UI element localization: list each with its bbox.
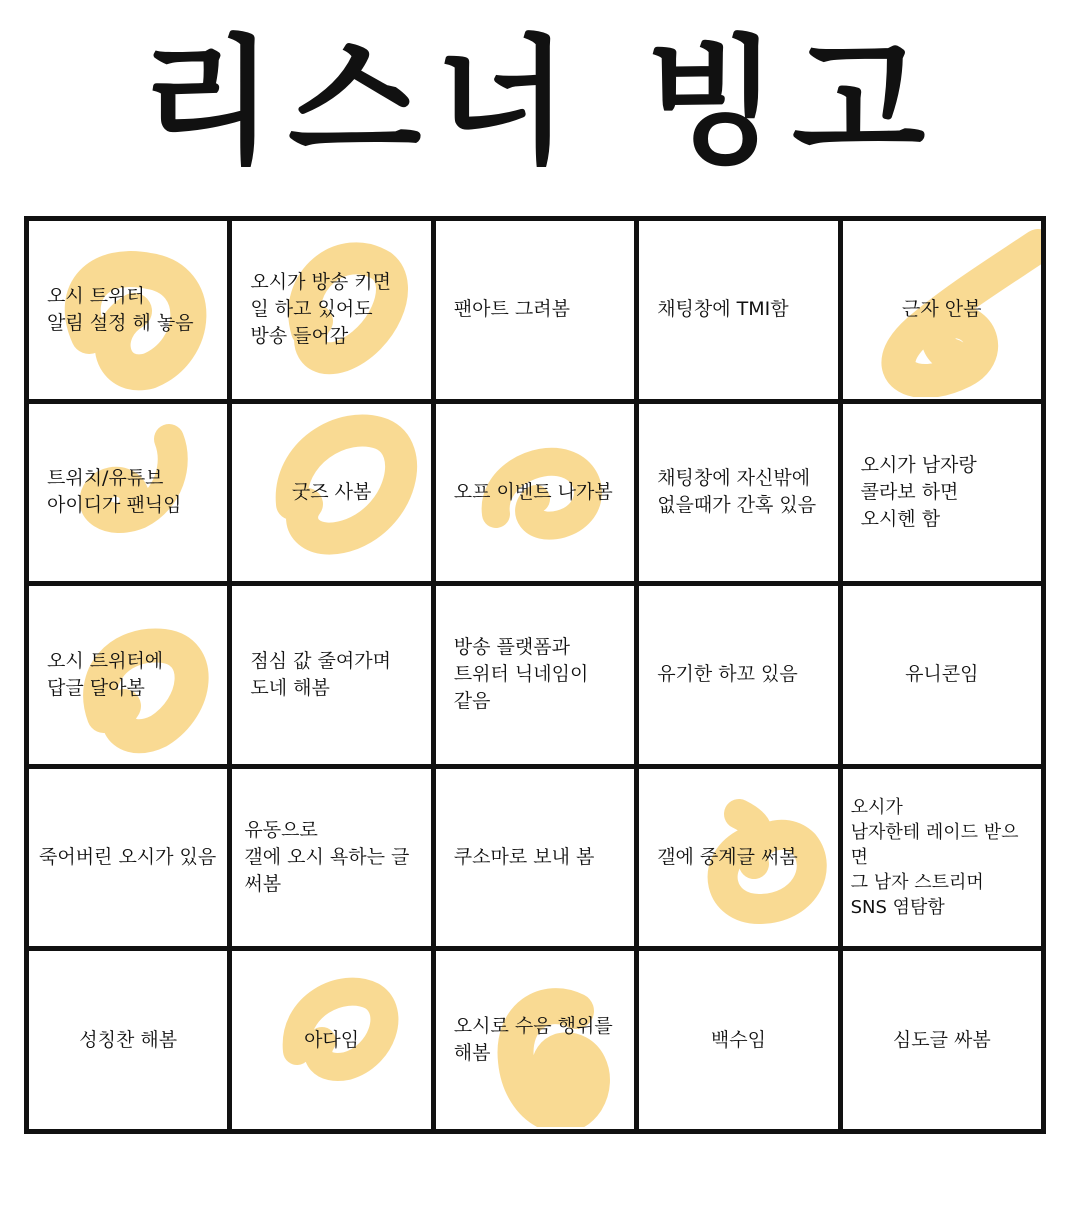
cell-label: 점심 값 줄여가며 도네 해봄 [250, 649, 391, 699]
bingo-cell[interactable] [436, 586, 634, 764]
cell-label: 방송 플랫폼과 트위터 닉네임이 같음 [453, 636, 589, 713]
bingo-cell[interactable] [232, 221, 430, 399]
bingo-cell[interactable] [639, 221, 837, 399]
bingo-board [24, 216, 1046, 1134]
cell-label: 채팅창에 자신밖에 없을때가 간혹 있음 [657, 467, 817, 517]
bingo-cell[interactable] [232, 404, 430, 582]
cell-label: 오시 트위터 알림 설정 해 놓음 [47, 284, 194, 334]
bingo-cell[interactable] [639, 404, 837, 582]
cell-label: 쿠소마로 보내 봄 [453, 846, 595, 869]
cell-label: 성칭찬 해봄 [79, 1028, 178, 1051]
bingo-cell[interactable] [843, 586, 1041, 764]
bingo-cell[interactable] [639, 951, 837, 1129]
bingo-cell[interactable] [29, 221, 227, 399]
cell-label: 갤에 중계글 써봄 [657, 846, 798, 869]
cell-label: 근자 안봄 [902, 298, 982, 321]
cell-label: 죽어버린 오시가 있음 [39, 846, 217, 869]
cell-label: 유니콘임 [905, 663, 979, 686]
bingo-title: 리스너 빙고 [140, 22, 940, 183]
bingo-cell[interactable] [639, 769, 837, 947]
bingo-cell[interactable] [843, 769, 1041, 947]
cell-label: 심도글 싸봄 [892, 1028, 991, 1051]
bingo-cell[interactable] [232, 586, 430, 764]
bingo-cell[interactable] [232, 951, 430, 1129]
cell-label: 트위치/유튜브 아이디가 팬닉임 [47, 467, 182, 517]
bingo-cell[interactable] [436, 951, 634, 1129]
bingo-cell[interactable] [29, 951, 227, 1129]
cell-label: 오시가 남자한테 레이드 받으면 그 남자 스트리머 SNS 염탐함 [850, 797, 1019, 919]
bingo-cell[interactable] [232, 769, 430, 947]
cell-label: 유기한 하꼬 있음 [657, 663, 798, 686]
bingo-cell[interactable] [436, 404, 634, 582]
bingo-cell[interactable] [436, 769, 634, 947]
bingo-cell[interactable] [436, 221, 634, 399]
bingo-cell[interactable] [639, 586, 837, 764]
bingo-cell[interactable] [843, 404, 1041, 582]
cell-label: 오시 트위터에 답글 달아봄 [47, 649, 164, 699]
cell-label: 백수임 [710, 1028, 766, 1051]
bingo-cell[interactable] [843, 951, 1041, 1129]
cell-label: 팬아트 그려봄 [453, 298, 570, 321]
cell-label: 오시가 방송 키면 일 하고 있어도 방송 들어감 [250, 271, 391, 348]
cell-label: 오시가 남자랑 콜라보 하면 오시헨 함 [860, 453, 977, 530]
cell-label: 오프 이벤트 나가봄 [453, 480, 613, 503]
bingo-cell[interactable] [29, 404, 227, 582]
cell-label: 아다임 [304, 1028, 360, 1051]
cell-label: 유동으로 갤에 오시 욕하는 글 써봄 [244, 819, 410, 896]
cell-label: 굿즈 사봄 [291, 480, 372, 503]
bingo-cell[interactable] [29, 769, 227, 947]
cell-label: 채팅창에 TMI함 [657, 298, 789, 321]
cell-label: 오시로 수음 행위를 해봄 [453, 1015, 613, 1065]
bingo-cell[interactable] [843, 221, 1041, 399]
bingo-cell[interactable] [29, 586, 227, 764]
